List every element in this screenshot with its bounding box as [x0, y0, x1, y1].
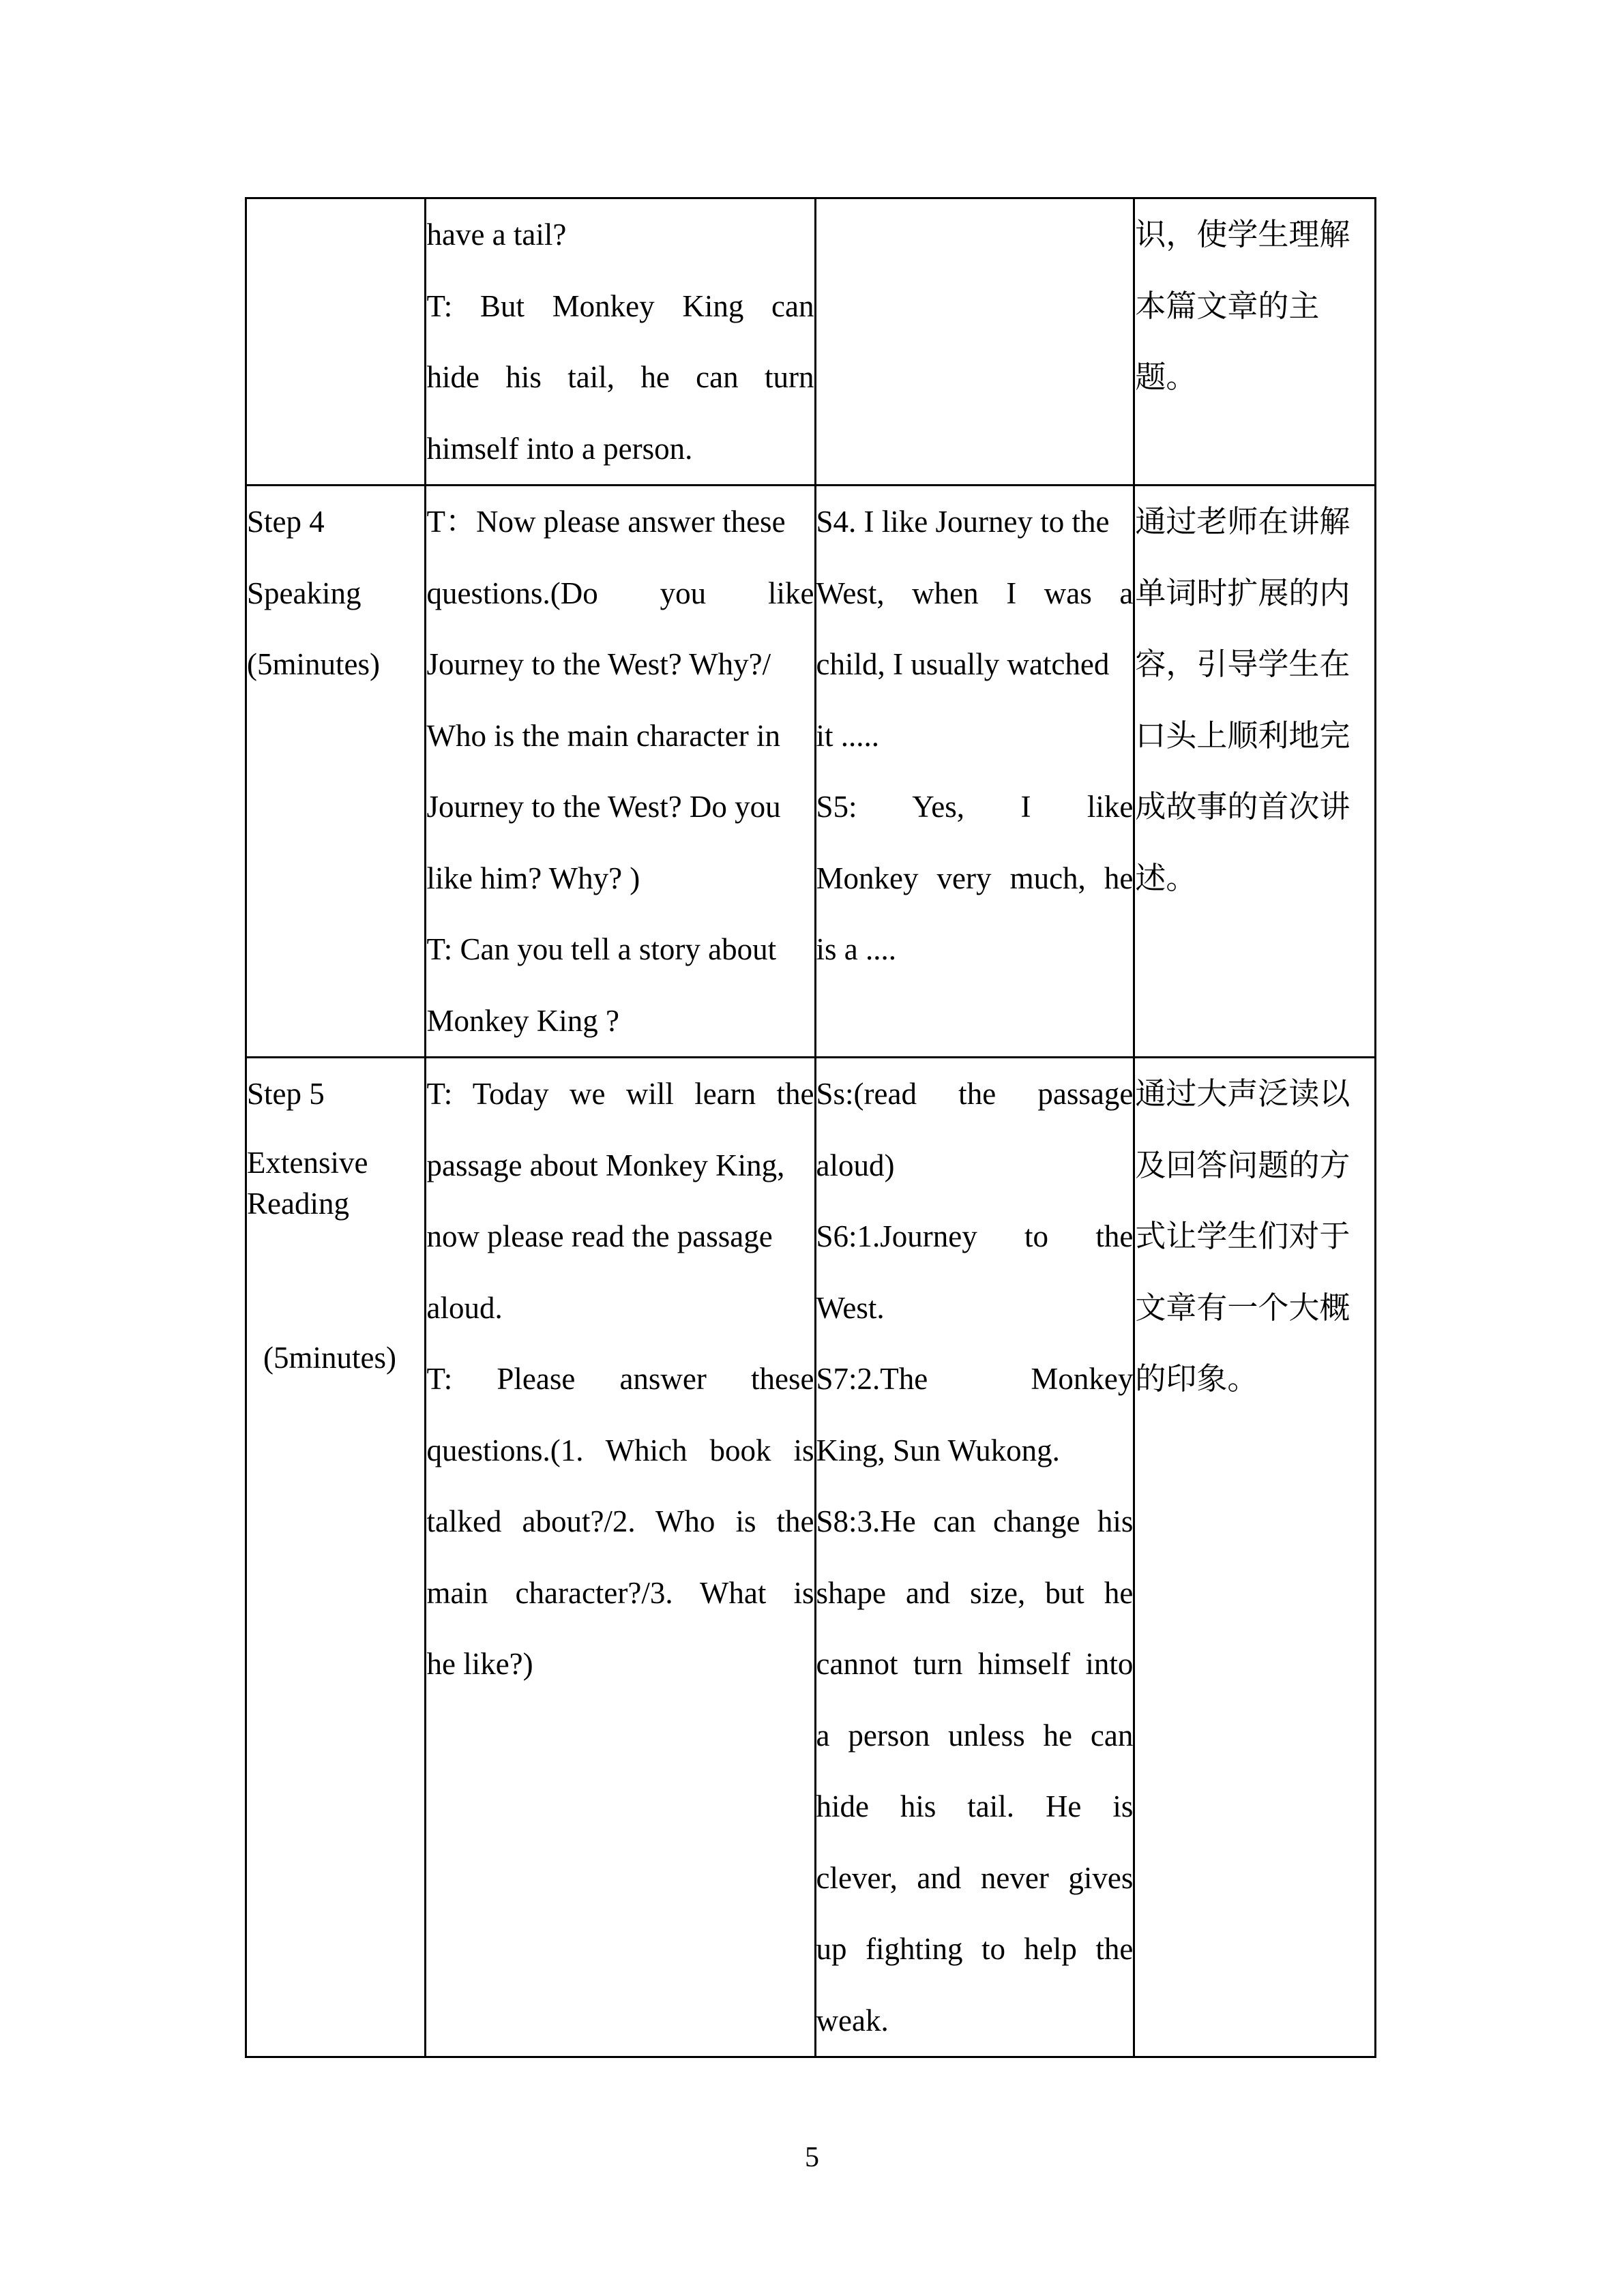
text-line: Who is the main character in — [426, 718, 781, 753]
teacher-activity-cell — [426, 198, 815, 486]
text-line: S6:1.Journey to the — [816, 1219, 1134, 1253]
text-line: is a .... — [816, 932, 896, 966]
text-line: 的印象。 — [1135, 1360, 1258, 1397]
teacher-activity-cell — [426, 486, 815, 1058]
text-line: 述。 — [1135, 859, 1197, 896]
step-cell — [246, 198, 426, 486]
text-line: Journey to the West? Do you — [426, 790, 781, 824]
step-subtitle: Reading — [247, 1186, 349, 1221]
text-line: have a tail? — [426, 218, 567, 252]
text-line: S4. I like Journey to the — [816, 505, 1110, 539]
text-line: hide his tail, he can turn — [426, 360, 814, 394]
table-row — [246, 198, 1376, 486]
purpose-cell — [1134, 1058, 1376, 2057]
text-line: cannot turn himself into — [816, 1647, 1134, 1681]
student-activity-cell — [815, 486, 1134, 1058]
text-line: 识，使学生理解 — [1135, 216, 1350, 252]
text-line: T: Can you tell a story about — [426, 932, 777, 966]
step-title: Step 5 — [247, 1077, 325, 1111]
text-line: main character?/3. What is — [426, 1575, 814, 1610]
step-cell — [246, 486, 426, 1058]
text-line: 文章有一个大概 — [1135, 1289, 1350, 1326]
text-line: West. — [816, 1290, 885, 1325]
text-line: Monkey very much, he — [816, 861, 1134, 895]
text-line: aloud) — [816, 1148, 895, 1182]
text-line: up fighting to help the — [816, 1932, 1134, 1966]
step-title: Step 4 — [247, 505, 325, 539]
text-line: it ..... — [816, 718, 880, 753]
text-line: 题。 — [1135, 359, 1197, 395]
page-number: 5 — [805, 2142, 819, 2173]
text-line: himself into a person. — [426, 431, 693, 466]
spacer — [247, 1224, 424, 1296]
text-line: 成故事的首次讲 — [1135, 788, 1350, 824]
text-line: West, when I was a — [816, 576, 1134, 610]
text-line: clever, and never gives — [816, 1860, 1134, 1895]
text-line: 通过大声泛读以 — [1135, 1075, 1350, 1112]
step-duration: (5minutes) — [263, 1341, 396, 1375]
text-line: child, I usually watched — [816, 647, 1110, 681]
text-line: questions.(Do you like — [426, 576, 814, 610]
text-line: 本篇文章的主 — [1135, 287, 1320, 324]
text-line: Journey to the West? Why?/ — [426, 647, 771, 681]
text-line: weak. — [816, 2003, 889, 2038]
text-line: King, Sun Wukong. — [816, 1433, 1060, 1467]
step-duration: (5minutes) — [247, 647, 380, 681]
text-line: S5: Yes, I like — [816, 790, 1134, 824]
student-activity-cell — [815, 1058, 1134, 2057]
lesson-plan-table — [245, 197, 1376, 2058]
text-line: hide his tail. He is — [816, 1789, 1134, 1823]
text-line: Monkey King ? — [426, 1003, 619, 1038]
text-line: he like?) — [426, 1647, 533, 1681]
text-line: 单词时扩展的内 — [1135, 574, 1350, 611]
text-line: questions.(1. Which book is — [426, 1433, 814, 1467]
text-line: 口头上顺利地完 — [1135, 717, 1350, 754]
text-line: talked about?/2. Who is the — [426, 1504, 814, 1538]
text-line: T: Today we will learn the — [426, 1077, 814, 1111]
text-line: Ss:(read the passage — [816, 1077, 1134, 1111]
table-row — [246, 486, 1376, 1058]
text-line: 式让学生们对于 — [1135, 1218, 1350, 1254]
text-line: S8:3.He can change his — [816, 1504, 1134, 1538]
text-line: T: But Monkey King can — [426, 288, 814, 323]
text-line: passage about Monkey King, — [426, 1148, 785, 1182]
text-line: T：Now please answer these — [426, 505, 786, 539]
text-line: T: Please answer these — [426, 1362, 814, 1396]
step-subtitle: Speaking — [247, 576, 361, 610]
text-line: 及回答问题的方 — [1135, 1146, 1350, 1183]
purpose-cell — [1134, 198, 1376, 486]
text-line: 容，引导学生在 — [1135, 646, 1350, 682]
text-line: aloud. — [426, 1290, 503, 1325]
step-subtitle: Extensive — [247, 1145, 368, 1180]
text-line: shape and size, but he — [816, 1575, 1134, 1610]
student-activity-cell — [815, 198, 1134, 486]
purpose-cell — [1134, 486, 1376, 1058]
text-line: 通过老师在讲解 — [1135, 503, 1350, 539]
text-line: now please read the passage — [426, 1219, 773, 1253]
step-cell — [246, 1058, 426, 2057]
table-row — [246, 1058, 1376, 2057]
text-line: a person unless he can — [816, 1718, 1134, 1753]
text-line: like him? Why? ) — [426, 861, 640, 895]
text-line: S7:2.The Monkey — [816, 1362, 1134, 1396]
teacher-activity-cell — [426, 1058, 815, 2057]
